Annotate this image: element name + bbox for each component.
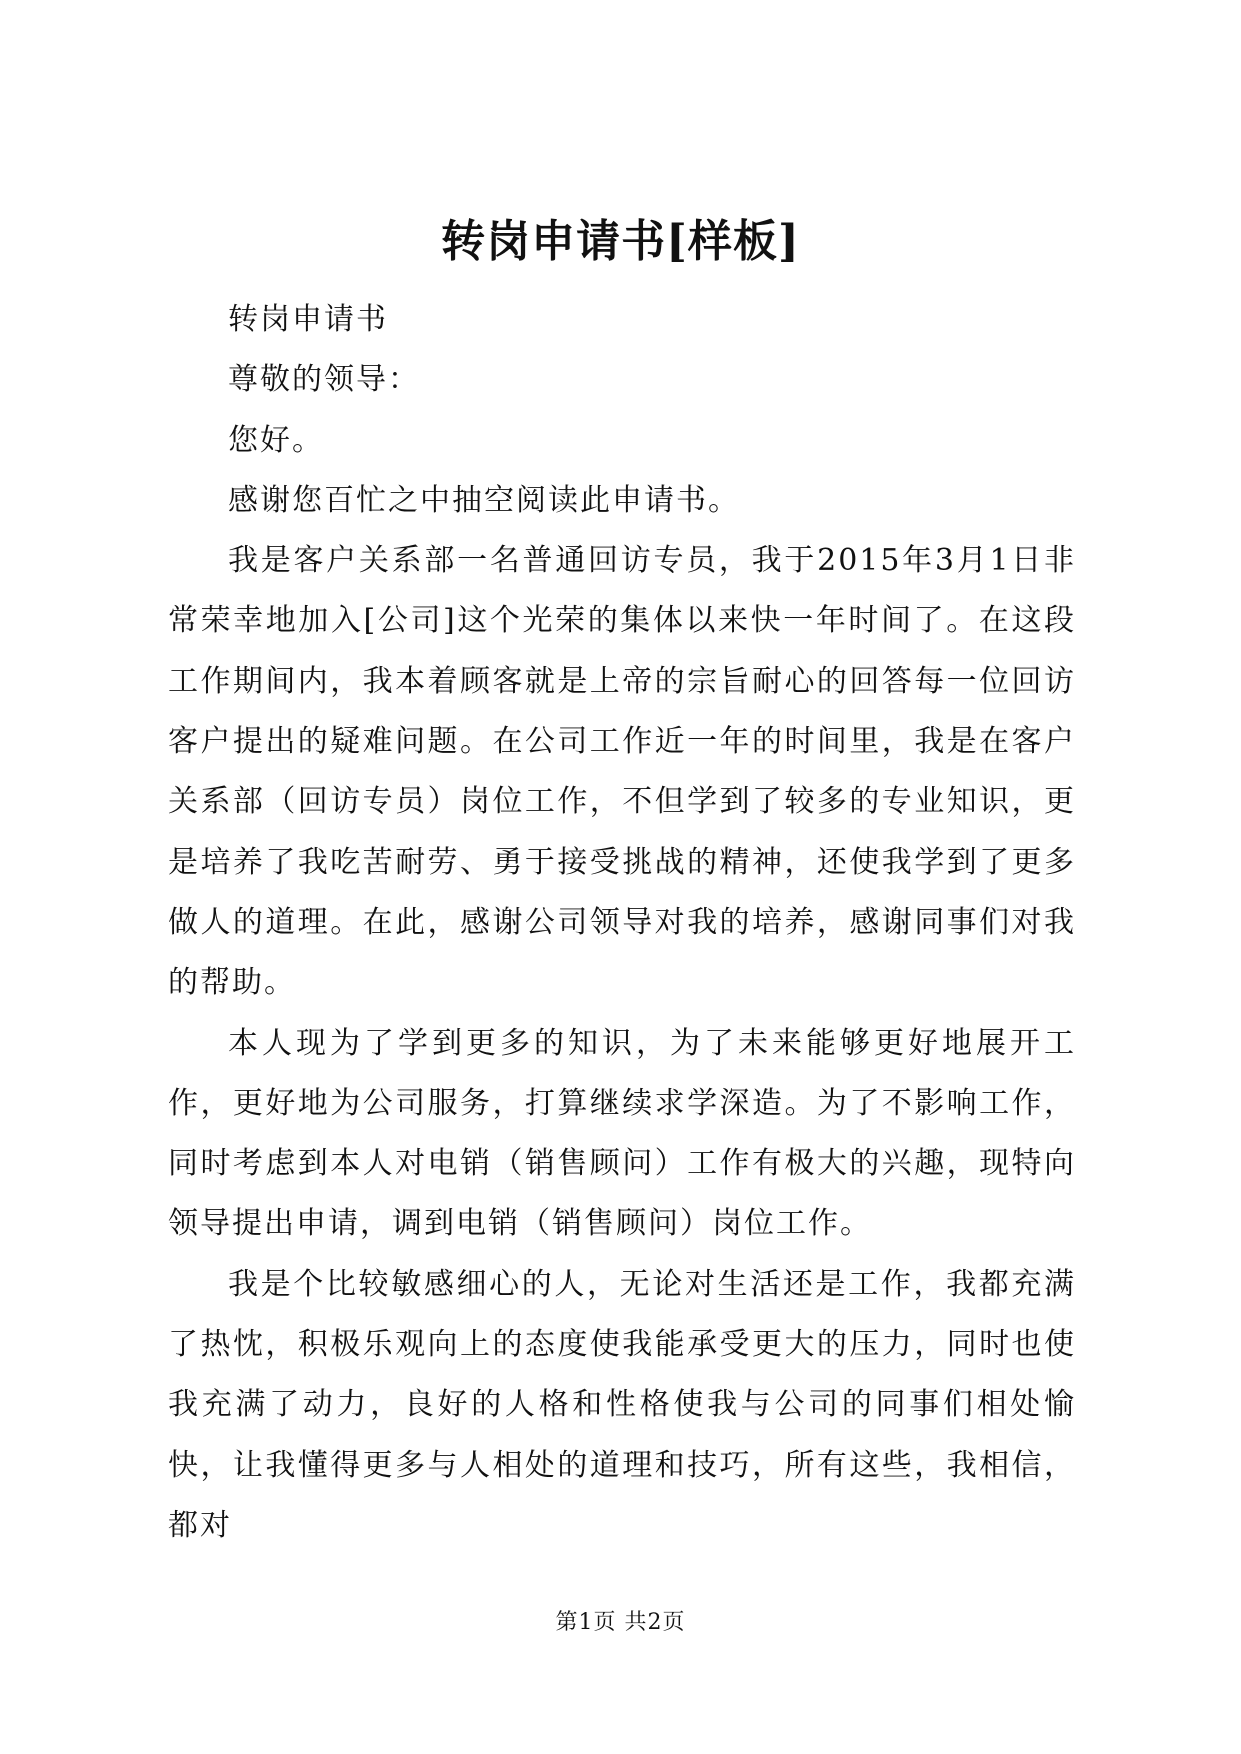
- paragraph-thanks: 感谢您百忙之中抽空阅读此申请书。: [228, 482, 740, 518]
- document-body: [168, 290, 1076, 1556]
- paragraph-greeting: 您好。: [228, 422, 324, 458]
- paragraph-salutation: 尊敬的领导：: [228, 362, 420, 398]
- paragraph-qualities: 我是个比较敏感细心的人，无论对生活还是工作，我都充满了热忱，积极乐观向上的态度使我能承受更大的压力，同时也使我充满了动力，良好的人格和性格使我与公司的同事们相处愉快，让我懂得更多与人相处的道理和技巧，所有这些，我相信，都对: [168, 1266, 1076, 1543]
- paragraph-heading: 转岗申请书: [228, 302, 388, 337]
- paragraph-request: 本人现为了学到更多的知识，为了未来能够更好地展开工作，更好地为公司服务，打算继续求学深造。为了不影响工作，同时考虑到本人对电销（销售顾问）工作有极大的兴趣，现特向领导提出申请，调到电销（销售顾问）岗位工作。: [168, 1025, 1076, 1242]
- document-title: 转岗申请书[样板]: [441, 216, 800, 267]
- page-number-footer: 第1页 共2页: [555, 1610, 686, 1635]
- paragraph-background: 我是客户关系部一名普通回访专员，我于2015年3月1日非常荣幸地加入[公司]这个光荣的集体以来快一年时间了。在这段工作期间内，我本着顾客就是上帝的宗旨耐心的回答每一位回访客户提出的疑难问题。在公司工作近一年的时间里，我是在客户关系部（回访专员）岗位工作，不但学到了较多的专业知识，更是培养了我吃苦耐劳、勇于接受挑战的精神，还使我学到了更多做人的道理。在此，感谢公司领导对我的培养，感谢同事们对我的帮助。: [168, 543, 1076, 1001]
